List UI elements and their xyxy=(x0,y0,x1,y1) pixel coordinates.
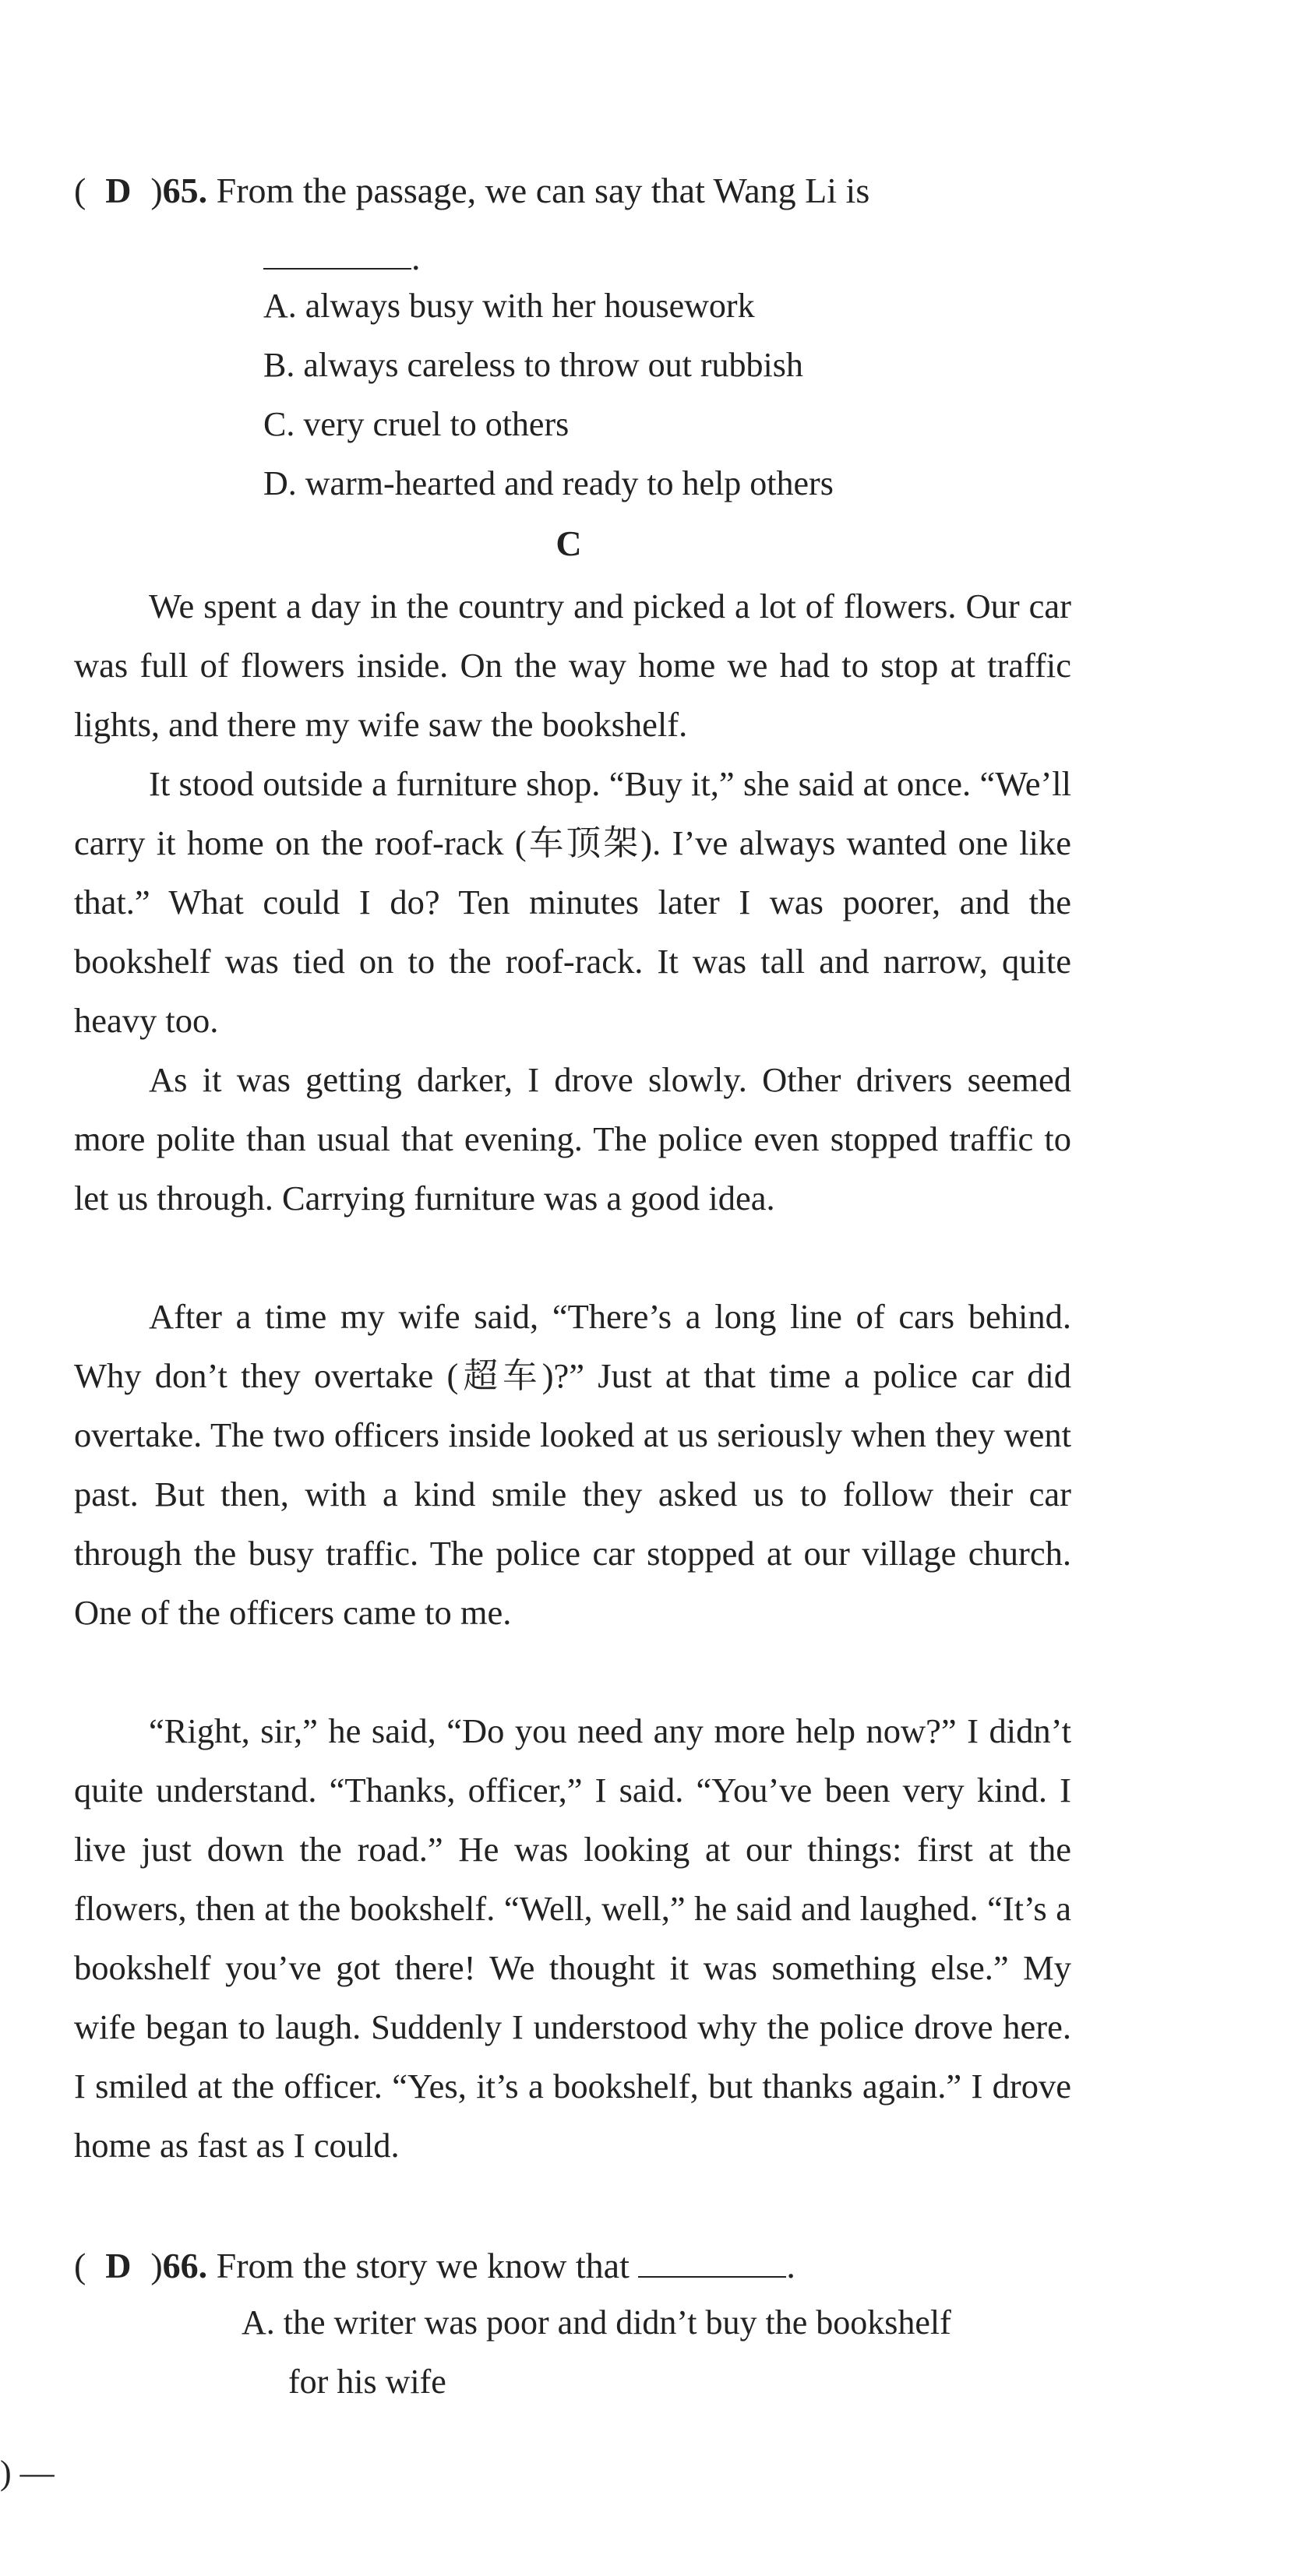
answer-blank xyxy=(638,2240,786,2278)
option-b: B. always careless to throw out rubbish xyxy=(263,346,803,384)
option-a: A. always busy with her housework xyxy=(263,287,755,325)
question-65-blank-line xyxy=(263,232,421,281)
passage-paragraph-5: “Right, sir,” he said, “Do you need any more help now?” I didn’t quite understand. “Thanks, officer,” I said. “You’ve been very kind. I live just down the road.” He was looking at our things: first at the flowers, then at the bookshelf. “Well, well,” he said and laughed. “It’s a bookshelf you’ve got there! We thought it was something else.” My wife began to laugh. Suddenly I understood why the police drove here. I smiled at the officer. “Yes, it’s a bookshelf, but thanks again.” I drove home as fast as I could. xyxy=(74,1711,1071,2165)
answer-letter: D xyxy=(105,2246,132,2285)
question-end: . xyxy=(786,2246,795,2285)
passage-paragraph-1: We spent a day in the country and picked a lot of flowers. Our car was full of flowers inside. On the way home we had to stop at traffic lights, and there my wife saw the bookshelf. xyxy=(74,587,1071,744)
section-title: C xyxy=(556,523,582,563)
answer-open-paren: ( xyxy=(74,171,86,210)
passage-paragraph-2: It stood outside a furniture shop. “Buy it,” she said at once. “We’ll carry it home on the roof-rack (车顶架). I’ve always wanted one like that.” What could I do? Ten minutes later I was poorer, and the bookshelf was tied on to the roof-rack. It was tall and narrow, quite heavy too. xyxy=(74,764,1071,1040)
answer-blank xyxy=(263,232,411,270)
option-a-line-1: A. the writer was poor and didn’t buy the bookshelf xyxy=(242,2303,951,2342)
answer-open-paren: ( xyxy=(74,2246,86,2285)
answer-close-paren: ) xyxy=(150,171,163,210)
passage-paragraph-3: As it was getting darker, I drove slowly. Other drivers seemed more polite than usual that evening. The police even stopped traffic to let us through. Carrying furniture was a good idea. xyxy=(74,1060,1071,1218)
question-65 xyxy=(74,167,869,214)
answer-letter: D xyxy=(105,171,132,210)
passage-paragraph-4: After a time my wife said, “There’s a long line of cars behind. Why don’t they overtake (超车)?” Just at that time a police car did overtake. The two officers inside looked at us seriously when they went past. But then, with a kind smile they asked us to follow their car through the busy traffic. The police car stopped at our village church. One of the officers came to me. xyxy=(74,1297,1071,1632)
question-stem: From the passage, we can say that Wang Li is xyxy=(216,171,870,210)
option-c: C. very cruel to others xyxy=(263,405,570,443)
question-number: 65. xyxy=(162,171,208,210)
question-66 xyxy=(74,2240,795,2289)
question-end: . xyxy=(411,238,421,277)
question-number: 66. xyxy=(162,2246,208,2285)
page-footer-mark: ) — xyxy=(0,2454,55,2492)
answer-close-paren: ) xyxy=(150,2246,163,2285)
option-d: D. warm-hearted and ready to help others xyxy=(263,464,834,502)
option-a-line-2: for his wife xyxy=(288,2363,446,2401)
question-stem: From the story we know that xyxy=(216,2246,630,2285)
